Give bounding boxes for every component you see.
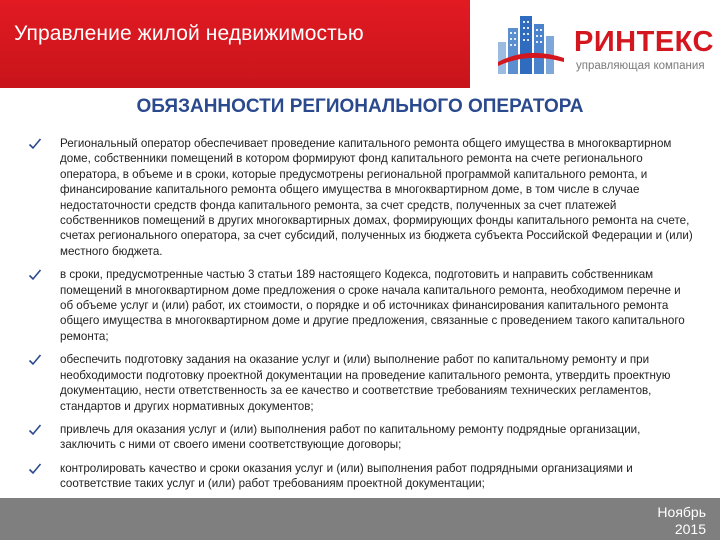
checkmark-icon — [28, 423, 42, 437]
company-logo — [498, 16, 713, 76]
footer-month: Ноябрь — [657, 504, 706, 520]
building-logo-icon — [498, 16, 568, 74]
list-item — [28, 461, 696, 492]
presentation-section-title: Управление жилой недвижимостью — [14, 22, 364, 45]
logo-tagline: управляющая компания — [576, 60, 705, 72]
checkmark-icon — [28, 353, 42, 367]
checkmark-icon — [28, 137, 42, 151]
list-item — [28, 422, 696, 453]
footer-band — [0, 498, 720, 540]
list-item-text: Региональный оператор обеспечивает проведение капитального ремонта общего имущества в многоквартирном доме, собственники помещений в котором формируют фонд капитального ремонта на счете регионального оператора, в объеме и в сроки, которые предусмотрены региональной программой капитального ремонта, и финансирование капитального ремонта общего имущества в многоквартирном доме, в том числе в случае недостаточности средств фонда капитального ремонта, за счет средств, полученных за счет платежей собственников помещений в других многоквартирных домах, формирующих фонды капитального ремонта на счете, счетах регионального оператора, за счет субсидий, полученных из бюджета субъекта Российской Федерации и (или) местного бюджета. — [60, 137, 693, 258]
list-item-text: в сроки, предусмотренные частью 3 статьи 189 настоящего Кодекса, подготовить и направить собственникам помещений в многоквартирном доме предложения о сроке начала капитального ремонта, необходимом перечне и об объеме услуг и (или) работ, их стоимости, о порядке и об источниках финансирования капитального ремонта общего имущества в многоквартирном доме и другие предложения, связанные с проведением такого капитального ремонта; — [60, 268, 685, 343]
list-item-text: контролировать качество и сроки оказания услуг и (или) выполнения работ подрядными организациями и соответствие таких услуг и (или) работ требованиям проектной документации; — [60, 461, 633, 491]
checkmark-icon — [28, 268, 42, 282]
logo-company-name: РИНТЕКС — [574, 26, 714, 58]
checkmark-icon — [28, 462, 42, 476]
footer-year: 2015 — [674, 521, 706, 537]
list-item — [28, 267, 696, 344]
list-item — [28, 136, 696, 259]
footer-date — [657, 504, 706, 538]
page-title: ОБЯЗАННОСТИ РЕГИОНАЛЬНОГО ОПЕРАТОРА — [136, 96, 584, 117]
list-item-text: привлечь для оказания услуг и (или) выполнения работ по капитальному ремонту подрядные организации, заключить с ними от своего имени соответствующие договоры; — [60, 422, 641, 452]
duties-list — [28, 136, 696, 523]
list-item-text: обеспечить подготовку задания на оказание услуг и (или) выполнение работ по капитальному ремонту и при необходимости подготовку проектной документации на проведение капитального ремонта, утвердить проектную документацию, нести ответственность за ее качество и соответствие требованиям технических регламентов, стандартов и других нормативных документов; — [60, 353, 671, 413]
list-item — [28, 352, 696, 414]
